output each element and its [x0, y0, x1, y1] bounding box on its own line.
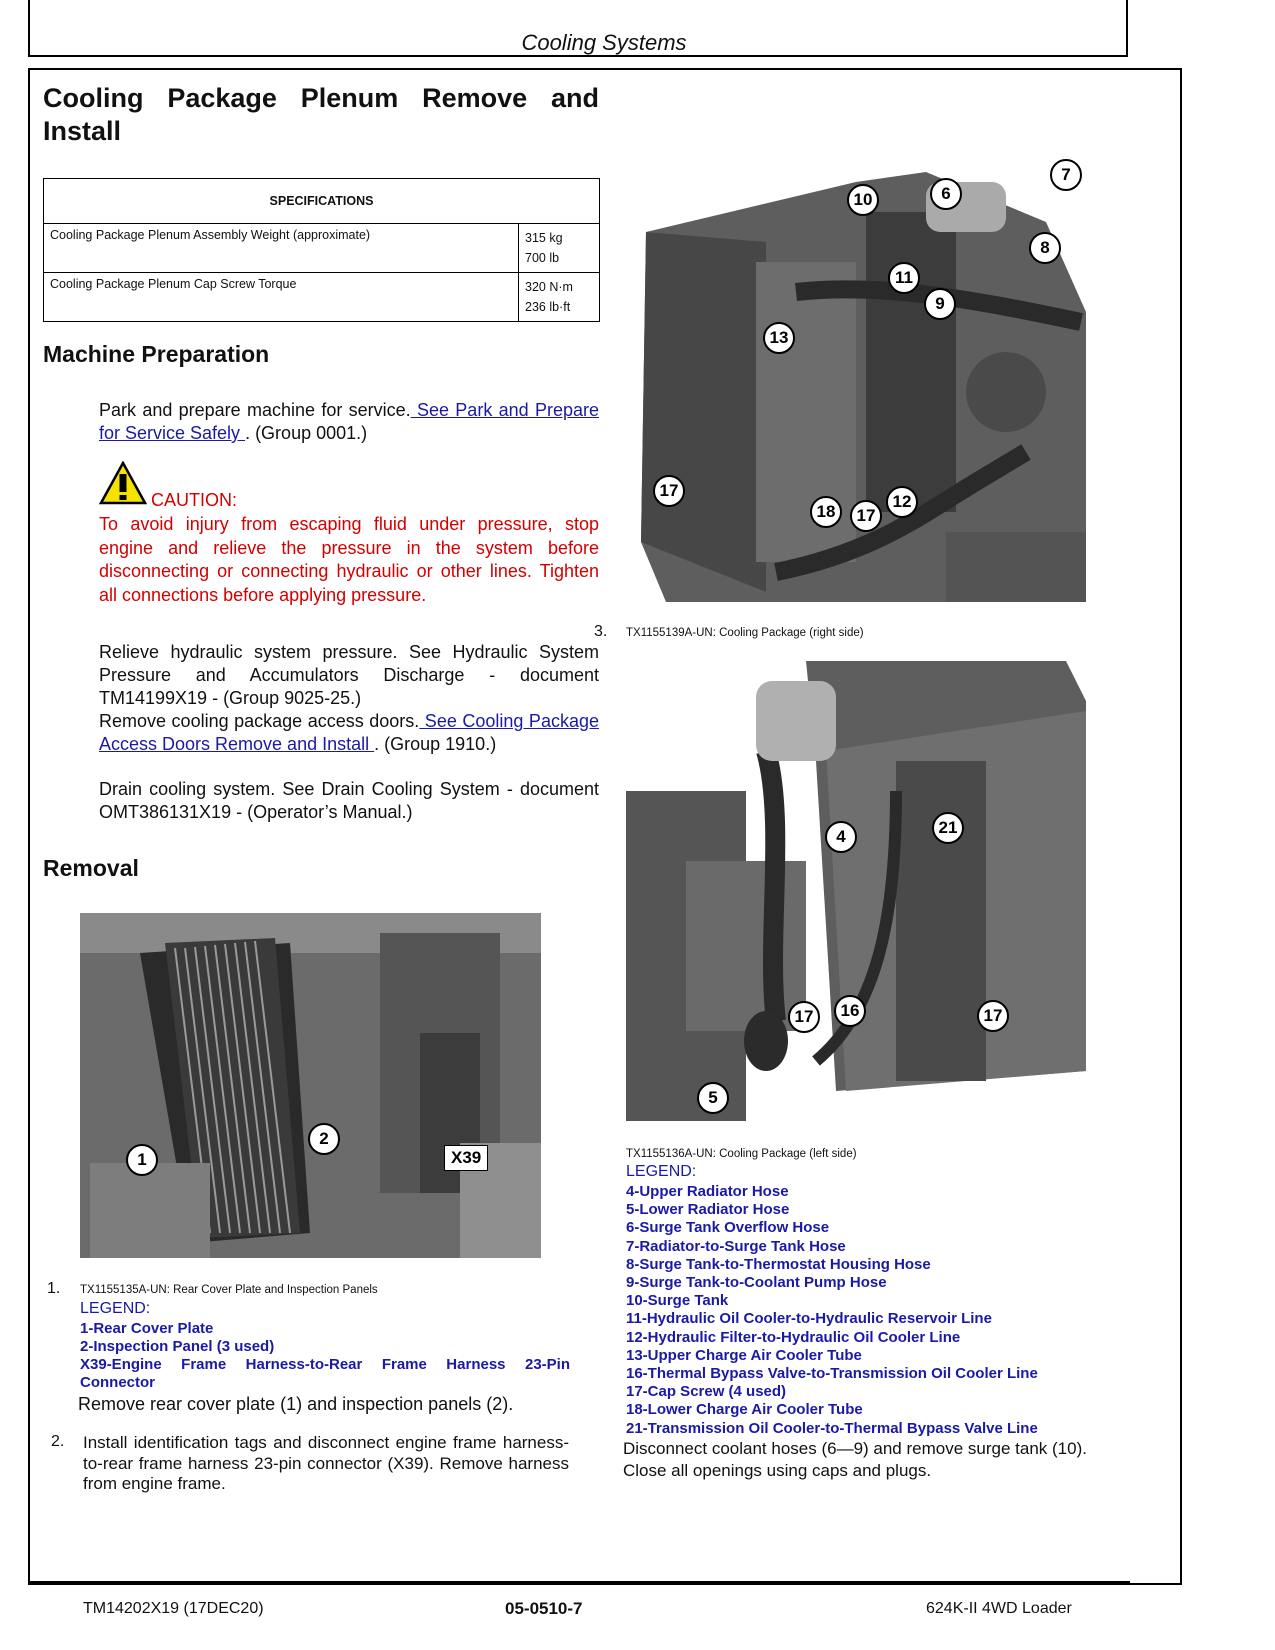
park-safely-link[interactable]: See Park and Prepare for Service Safely: [99, 400, 599, 443]
callout-17: 17: [653, 475, 685, 507]
step-2-number: 2.: [51, 1433, 65, 1450]
callout-17: 17: [977, 1000, 1009, 1032]
prep-paragraph-relieve: Relieve hydraulic system pressure. See Hydraulic System Pressure and Accumulators Discharge - document TM14199X19 - (Group 9025-25.): [99, 642, 599, 708]
step-1-text: Remove rear cover plate (1) and inspection panels (2).: [78, 1394, 514, 1414]
callout-5: 5: [697, 1082, 729, 1114]
cooling-package-right-photo: [626, 152, 1086, 602]
cooling-package-left-illustration: [626, 661, 1086, 1121]
figure-2-caption: TX1155139A-UN: Cooling Package (right side): [626, 627, 864, 639]
legend-3-title: LEGEND:: [626, 1163, 697, 1180]
footer-page-number: 05-0510-7: [505, 1599, 583, 1618]
prep-park-tail: . (Group 0001.): [245, 423, 368, 443]
legend-3-item: 17-Cap Screw (4 used): [626, 1383, 787, 1401]
callout-21: 21: [932, 812, 964, 844]
callout-10: 10: [847, 184, 879, 216]
footer-doc-id: TM14202X19 (17DEC20): [83, 1600, 264, 1617]
cooling-package-left-photo: [626, 661, 1086, 1121]
section-header: Cooling Systems: [521, 30, 687, 55]
footer-rule: [28, 1581, 1130, 1583]
legend-3-item: 4-Upper Radiator Hose: [626, 1183, 789, 1200]
access-doors-link[interactable]: See Cooling Package Access Doors Remove and Install: [99, 711, 599, 754]
callout-13: 13: [763, 322, 795, 354]
spec-row: [44, 273, 600, 322]
spec-value-metric: 320 N·m: [525, 280, 573, 294]
prep-paragraph-doors: [99, 710, 599, 756]
step-1-number: 1.: [47, 1280, 61, 1297]
figure-3-caption: TX1155136A-UN: Cooling Package (left side): [626, 1148, 857, 1160]
legend-3-item: 13-Upper Charge Air Cooler Tube: [626, 1346, 862, 1364]
legend-3-item: 16-Thermal Bypass Valve-to-Transmission Oil Cooler Line: [626, 1365, 1038, 1383]
legend-3-item: 6-Surge Tank Overflow Hose: [626, 1219, 830, 1237]
step-2-text: Install identification tags and disconnect engine frame harness-to-rear frame harness 23-pin connector (X39). Remove harness from engine frame.: [83, 1433, 569, 1493]
callout-1: 1: [126, 1144, 158, 1176]
step-3-number: 3.: [594, 623, 608, 640]
legend-3-item: 7-Radiator-to-Surge Tank Hose: [626, 1237, 846, 1255]
figure-1-caption: TX1155135A-UN: Rear Cover Plate and Inspection Panels: [80, 1284, 378, 1296]
callout-2: 2: [308, 1123, 340, 1155]
callout-12: 12: [886, 486, 918, 518]
callout-17: 17: [788, 1001, 820, 1033]
callout-11: 11: [888, 262, 920, 294]
spec-value-metric: 315 kg: [525, 231, 563, 245]
legend-3-item: 5-Lower Radiator Hose: [626, 1201, 790, 1219]
caution-warning-icon: [99, 461, 147, 505]
spec-value: [519, 273, 600, 322]
legend-1-title: LEGEND:: [80, 1300, 151, 1317]
rear-cover-plate-photo: [80, 913, 541, 1258]
removal-heading: Removal: [43, 855, 139, 881]
legend-3-item: 12-Hydraulic Filter-to-Hydraulic Oil Cooler Line: [626, 1328, 961, 1346]
prep-paragraph-drain: Drain cooling system. See Drain Cooling System - document OMT386131X19 - (Operator’s Manual.): [99, 779, 599, 822]
specs-heading: SPECIFICATIONS: [44, 179, 600, 224]
callout-18: 18: [810, 496, 842, 528]
caution-text: To avoid injury from escaping fluid under pressure, stop engine and relieve the pressure in the system before disconnecting or connecting hydraulic or other lines. Tighten all connections before applying pressure.: [99, 514, 599, 605]
cooling-package-right-illustration: [626, 152, 1086, 602]
callout-8: 8: [1029, 232, 1061, 264]
legend-1-item: 1-Rear Cover Plate: [80, 1320, 214, 1337]
prep-doors-text: Remove cooling package access doors.: [99, 711, 420, 731]
callout-9: 9: [924, 288, 956, 320]
legend-3-item: 21-Transmission Oil Cooler-to-Thermal Bypass Valve Line: [626, 1419, 1038, 1437]
step-3-text: Disconnect coolant hoses (6—9) and remove surge tank (10). Close all openings using caps and plugs.: [623, 1439, 1087, 1480]
footer-product: 624K-II 4WD Loader: [926, 1600, 1072, 1617]
prep-doors-tail: . (Group 1910.): [374, 734, 497, 754]
spec-label: Cooling Package Plenum Assembly Weight (approximate): [44, 224, 519, 273]
legend-3-item: 11-Hydraulic Oil Cooler-to-Hydraulic Reservoir Line: [626, 1310, 992, 1328]
prep-paragraph-park: [99, 399, 599, 445]
spec-value: [519, 224, 600, 273]
callout-x39: X39: [444, 1145, 488, 1171]
caution-title: CAUTION:: [151, 490, 238, 510]
callout-17: 17: [850, 500, 882, 532]
callout-6: 6: [930, 178, 962, 210]
legend-1-item: X39-Engine Frame Harness-to-Rear Frame Harness 23-Pin Connector: [80, 1356, 570, 1392]
legend-3-item: 9-Surge Tank-to-Coolant Pump Hose: [626, 1274, 887, 1292]
callout-16: 16: [834, 995, 866, 1027]
legend-3-item: 10-Surge Tank: [626, 1292, 729, 1310]
prep-park-text: Park and prepare machine for service.: [99, 400, 411, 420]
machine-prep-heading: Machine Preparation: [43, 341, 270, 367]
spec-value-imperial: 700 lb: [525, 251, 560, 265]
specifications-table: [43, 178, 600, 322]
callout-4: 4: [825, 821, 857, 853]
spec-row: [44, 224, 600, 273]
spec-value-imperial: 236 lb·ft: [525, 300, 571, 314]
page-title: Cooling Package Plenum Remove and Install: [43, 83, 599, 146]
callout-7: 7: [1050, 159, 1082, 191]
rear-cover-plate-illustration: [80, 913, 541, 1258]
legend-3-list: [626, 1183, 1038, 1438]
legend-3-item: 8-Surge Tank-to-Thermostat Housing Hose: [626, 1255, 931, 1273]
legend-1-item: 2-Inspection Panel (3 used): [80, 1338, 275, 1355]
legend-3-item: 18-Lower Charge Air Cooler Tube: [626, 1401, 863, 1419]
spec-label: Cooling Package Plenum Cap Screw Torque: [44, 273, 519, 322]
